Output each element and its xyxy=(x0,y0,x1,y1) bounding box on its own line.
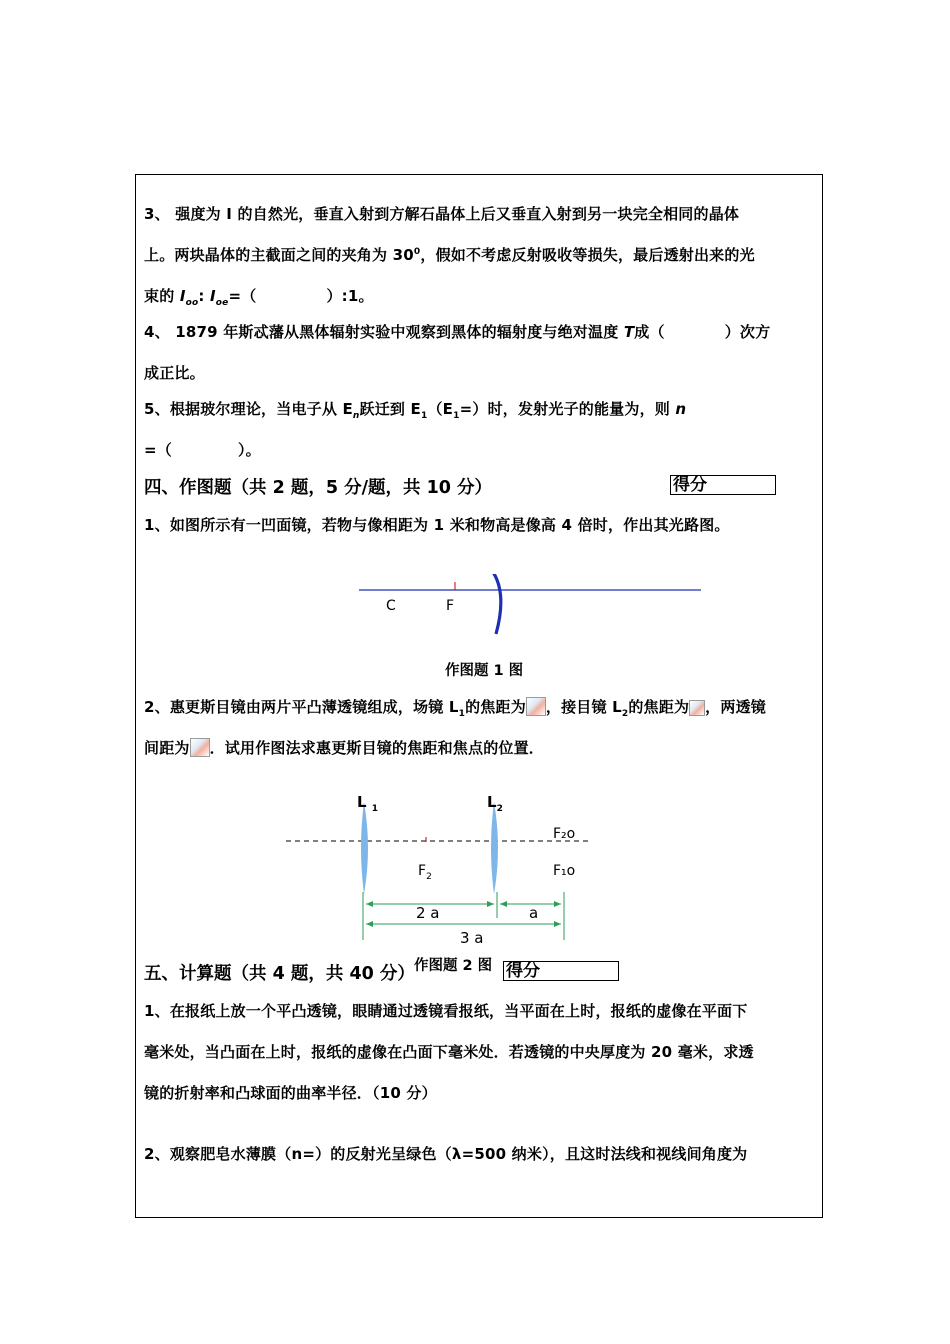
q4-line2: 成正比。 xyxy=(144,364,205,382)
figure2-caption: 作图题 2 图 xyxy=(414,958,493,974)
concave-mirror xyxy=(493,574,501,634)
formula-image-icon xyxy=(190,738,210,757)
q3-line2: 上。两块晶体的主截面之间的夹角为 $30^0$，假如不考虑反射吸收等损失，最后透射出来的光 xyxy=(144,246,755,264)
q5-line1: 5、根据玻尔理论，当电子从 $E_n$跃迁到 $E_1(E_1=)$时，发射光子的能量为，则 n xyxy=(144,400,687,421)
section4-title: 四、作图题（共 2 题，5 分/题，共 10 分） xyxy=(144,478,493,498)
label-l2: $L_2$ xyxy=(487,793,503,814)
draw2-line1: 2、惠更斯目镜由两片平凸薄透镜组成，场镜 $L_1$的焦距为 ，接目镜 $L_2$的焦距为 ，两透镜 xyxy=(144,698,766,719)
q5-line2: =（ ）。 xyxy=(144,441,261,459)
score-box[interactable]: 得分 xyxy=(503,961,619,981)
arrow-head xyxy=(554,901,561,907)
label-a: a xyxy=(529,904,539,922)
arrow-head xyxy=(500,901,507,907)
arrow-head xyxy=(366,921,373,927)
formula-image-icon xyxy=(526,697,546,716)
section5-title: 五、计算题（共 4 题，共 40 分） xyxy=(144,964,415,984)
huygens-eyepiece-figure xyxy=(280,788,600,948)
label-f1o: F₁o xyxy=(553,863,576,879)
label-f2o: F₂o xyxy=(553,826,576,842)
calc1-line3: 镜的折射率和凸球面的曲率半径．（10 分） xyxy=(144,1084,437,1102)
q3-line3: 束的 $I_{oo}$: $I_{oe}=$（ ）:1。 xyxy=(144,287,374,308)
label-l1: L $_1$ xyxy=(357,793,379,814)
label-3a: 3 a xyxy=(460,929,484,947)
draw1-text: 1、如图所示有一凹面镜，若物与像相距为 1 米和物高是像高 4 倍时，作出其光路图。 xyxy=(144,516,730,534)
label-c: C xyxy=(386,598,396,614)
q4-line1: 4、 1879 年斯忒藩从黑体辐射实验中观察到黑体的辐射度与绝对温度 T成（ ）次方 xyxy=(144,323,771,341)
figure1-caption: 作图题 1 图 xyxy=(445,663,524,679)
label-2a: 2 a xyxy=(416,904,440,922)
calc1-line1: 1、在报纸上放一个平凸透镜，眼睛通过透镜看报纸，当平面在上时，报纸的虚像在平面下 xyxy=(144,1002,748,1020)
concave-mirror-figure xyxy=(355,574,705,636)
calc1-line2: 毫米处，当凸面在上时，报纸的虚像在凸面下毫米处．若透镜的中央厚度为 20 毫米，求透 xyxy=(144,1043,754,1061)
score-box[interactable]: 得分 xyxy=(670,475,776,495)
label-f2: $F_2$ xyxy=(418,863,432,882)
arrow-head xyxy=(487,901,494,907)
arrow-head xyxy=(554,921,561,927)
calc2-line1: 2、观察肥皂水薄膜（n=）的反射光呈绿色（λ=500 纳米），且这时法线和视线间角度为 xyxy=(144,1145,748,1163)
lens-l2 xyxy=(491,802,498,894)
draw2-line2: 间距为 ．试用作图法求惠更斯目镜的焦距和焦点的位置． xyxy=(144,739,545,757)
formula-image-icon xyxy=(689,700,705,716)
arrow-head xyxy=(366,901,373,907)
lens-l1 xyxy=(361,802,368,894)
q3-line1: 3、 强度为 I 的自然光，垂直入射到方解石晶体上后又垂直入射到另一块完全相同的晶体 xyxy=(144,205,740,223)
label-f: F xyxy=(446,598,455,614)
